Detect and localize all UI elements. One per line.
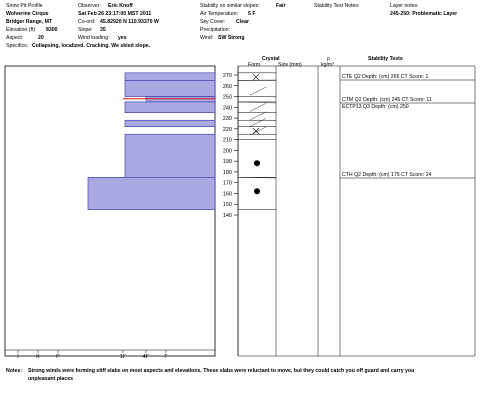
- aspect-label: Aspect:: [6, 35, 24, 41]
- layer-notes-label: Layer notes:: [390, 3, 419, 9]
- wind-loading-label: Wind loading:: [78, 35, 110, 41]
- layer-slope-mark: [250, 87, 266, 95]
- hardness-layer-bar: [146, 97, 215, 102]
- depth-tick-label: 140: [222, 213, 232, 219]
- hardness-layer-bar: [125, 73, 215, 81]
- notes-line-2: unpleasant places: [28, 376, 73, 382]
- hand-hardness-tick: F: [164, 354, 168, 360]
- hand-hardness-tick: I: [17, 354, 19, 360]
- depth-tick-label: 180: [222, 169, 232, 176]
- hardness-layer-bar: [125, 120, 215, 126]
- sky-cover-value: Clear: [236, 19, 249, 25]
- layer-slope-mark: [250, 127, 266, 135]
- elevation-value: 8300: [46, 27, 58, 33]
- aspect-value: 20: [38, 35, 44, 41]
- depth-tick-label: 210: [222, 137, 232, 144]
- elevation-label: Elevation (ft): [6, 27, 36, 33]
- rounded-grain-icon: [254, 160, 260, 166]
- wind-loading-value: yes: [118, 35, 127, 41]
- hardness-layer-bar: [88, 177, 215, 209]
- hand-hardness-tick: 1F: [119, 354, 127, 360]
- density-header: ρ: [327, 56, 330, 62]
- depth-tick-label: 200: [222, 148, 232, 155]
- coord-value: 45.82920 N 110.93370 W: [100, 19, 159, 25]
- specifics-label: Specifics:: [6, 43, 29, 49]
- air-temp-value: 5 F: [248, 11, 256, 17]
- layer-notes-value: 245-250: Problematic Layer: [390, 11, 458, 17]
- layer-slope-mark: [250, 112, 266, 120]
- layer-slope-mark: [250, 118, 266, 126]
- mountain-range: Bridger Range, MT: [6, 19, 53, 25]
- hand-hardness-tick: K: [36, 354, 40, 360]
- density-unit: kg/m³: [321, 62, 334, 68]
- notes-line-1: Strong winds were forming stiff slabs on most aspects and elevations. These slabs were reluctant to move, but they could catch you off guard and carry you: [28, 368, 415, 374]
- hardness-layer-bar: [125, 80, 215, 96]
- depth-tick-label: 190: [222, 159, 232, 166]
- stability-test-1: CTE Q2 Depth: (cm) 265 CT Score: 1: [342, 74, 429, 80]
- stability-notes-label: Stability Test Notes:: [314, 3, 360, 9]
- slope-value: 35: [100, 27, 106, 33]
- depth-tick-label: 270: [222, 73, 232, 79]
- sky-cover-label: Sky Cover:: [200, 19, 226, 25]
- observation-datetime: Sat Feb 26 23:17:00 MST 2011: [78, 11, 152, 17]
- layer-slope-mark: [250, 103, 266, 111]
- slope-label: Slope:: [78, 27, 93, 33]
- crystal-header: Crystal: [262, 56, 280, 62]
- depth-tick-label: 230: [222, 116, 232, 123]
- stability-similar-value: Fair: [276, 3, 286, 9]
- form-header: Form: [248, 62, 261, 68]
- depth-tick-label: 150: [222, 202, 232, 209]
- size-header: Size (mm): [278, 62, 302, 68]
- hand-hardness-tick: 4F: [142, 354, 150, 360]
- location: Wolverine Cirque: [6, 11, 49, 17]
- depth-tick-label: 260: [222, 83, 232, 90]
- stability-test-3: ECTP13 Q3 Depth: (cm) 250: [342, 104, 409, 110]
- hardness-layer-bar: [125, 102, 215, 113]
- hand-hardness-tick: P: [56, 354, 60, 360]
- depth-tick-label: 170: [222, 180, 232, 187]
- air-temp-label: Air Temperature:: [200, 11, 239, 17]
- stability-test-4: CTH Q2 Depth: (cm) 175 CT Score: 24: [342, 172, 432, 178]
- wind-label: Wind:: [200, 35, 214, 41]
- hardness-layer-bar: [125, 134, 215, 177]
- depth-tick-label: 250: [222, 94, 232, 101]
- precip-label: Precipitation:: [200, 27, 230, 33]
- wind-value: SW Strong: [218, 35, 245, 41]
- observer-label: Observer:: [78, 3, 101, 9]
- stability-similar-label: Stability on similar slopes:: [200, 3, 260, 9]
- stability-tests-header: Stability Tests: [368, 56, 403, 62]
- specifics-value: Collapsing, localized. Cracking. We skied slope.: [32, 43, 151, 49]
- rounded-grain-icon: [254, 188, 260, 194]
- depth-tick-label: 160: [222, 191, 232, 198]
- depth-tick-label: 240: [222, 105, 232, 112]
- stability-test-2: CTM Q2 Depth: (cm) 245 CT Score: 11: [342, 97, 432, 103]
- depth-tick-label: 220: [222, 126, 232, 133]
- coord-label: Co-ord:: [78, 19, 96, 25]
- notes-label: Notes:: [6, 368, 23, 374]
- profile-title: Snow Pit Profile: [6, 3, 43, 9]
- observer-value: Eric Knoff: [108, 3, 133, 9]
